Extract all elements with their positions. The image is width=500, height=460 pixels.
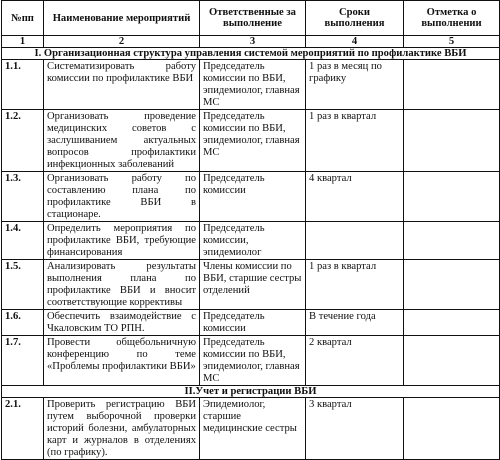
row-number: 1.5.	[2, 260, 44, 310]
row-deadline: В течение года	[306, 310, 404, 336]
row-mark	[404, 260, 500, 310]
row-responsible: Члены комиссии по ВБИ, старшие сестры отделений	[200, 260, 306, 310]
row-deadline: 1 раз в квартал	[306, 110, 404, 172]
row-deadline: 3 квартал	[306, 398, 404, 460]
row-deadline: 4 квартал	[306, 172, 404, 222]
row-action: Систематизировать работу комиссии по профилактике ВБИ	[44, 60, 200, 110]
row-responsible: Эпидемиолог, старшие медицинские сестры	[200, 398, 306, 460]
row-responsible: Председатель комиссии по ВБИ, эпидемиолог, главная МС	[200, 60, 306, 110]
table-row	[2, 110, 500, 172]
row-responsible: Председатель комиссии по ВБИ, эпидемиолог, главная МС	[200, 110, 306, 172]
row-number: 1.6.	[2, 310, 44, 336]
row-responsible: Председатель комиссии	[200, 172, 306, 222]
row-mark	[404, 60, 500, 110]
row-responsible: Председатель комиссии по ВБИ, эпидемиолог, главная МС	[200, 336, 306, 386]
row-action: Провести общебольничную конференцию по теме «Проблемы профилактики ВБИ»	[44, 336, 200, 386]
row-mark	[404, 310, 500, 336]
row-deadline: 2 квартал	[306, 336, 404, 386]
section-header-row	[2, 48, 500, 60]
row-mark	[404, 336, 500, 386]
row-action: Организовать проведение медицинских советов с заслушиванием актуальных вопросов профилактики инфекционных заболеваний	[44, 110, 200, 172]
table-row	[2, 60, 500, 110]
table-header-row	[2, 1, 500, 36]
table-row	[2, 172, 500, 222]
header-responsible: Ответственные за выполнение	[200, 1, 306, 36]
row-action: Проверить регистрацию ВБИ путем выборочной проверки историй болезни, амбулаторных карт и журналов в отделениях (по графику).	[44, 398, 200, 460]
table-row	[2, 222, 500, 260]
row-mark	[404, 398, 500, 460]
column-number: 4	[306, 36, 404, 48]
row-action: Определить мероприятия по профилактике ВБИ, требующие финансирования	[44, 222, 200, 260]
row-deadline: 1 раз в квартал	[306, 260, 404, 310]
section-header-row	[2, 386, 500, 398]
row-action: Анализировать результаты выполнения плана по профилактике ВБИ и вносит соответствующие коррективы	[44, 260, 200, 310]
table-row	[2, 336, 500, 386]
row-number: 1.2.	[2, 110, 44, 172]
header-deadline: Сроки выполнения	[306, 1, 404, 36]
row-number: 1.4.	[2, 222, 44, 260]
column-number: 3	[200, 36, 306, 48]
row-mark	[404, 222, 500, 260]
plan-table	[1, 0, 500, 460]
column-number: 1	[2, 36, 44, 48]
table-row	[2, 310, 500, 336]
header-name: Наименование мероприятий	[44, 1, 200, 36]
section-title: I. Организационная структура управления системой мероприятий по профилактике ВБИ	[2, 48, 500, 60]
column-number-row	[2, 36, 500, 48]
row-action: Организовать работу по составлению плана по профилактике ВБИ в стационаре.	[44, 172, 200, 222]
section-title: II.Учет и регистрации ВБИ	[2, 386, 500, 398]
row-mark	[404, 110, 500, 172]
row-number: 1.7.	[2, 336, 44, 386]
row-action: Обеспечить взаимодействие с Чкаловским ТО РПН.	[44, 310, 200, 336]
row-responsible: Председатель комиссии, эпидемиолог	[200, 222, 306, 260]
row-number: 2.1.	[2, 398, 44, 460]
table-row	[2, 398, 500, 460]
row-mark	[404, 172, 500, 222]
table-row	[2, 260, 500, 310]
header-mark: Отметка о выполнении	[404, 1, 500, 36]
row-deadline	[306, 222, 404, 260]
column-number: 2	[44, 36, 200, 48]
row-number: 1.3.	[2, 172, 44, 222]
row-deadline: 1 раз в месяц по графику	[306, 60, 404, 110]
row-number: 1.1.	[2, 60, 44, 110]
row-responsible: Председатель комиссии	[200, 310, 306, 336]
header-num: №пп	[2, 1, 44, 36]
column-number: 5	[404, 36, 500, 48]
